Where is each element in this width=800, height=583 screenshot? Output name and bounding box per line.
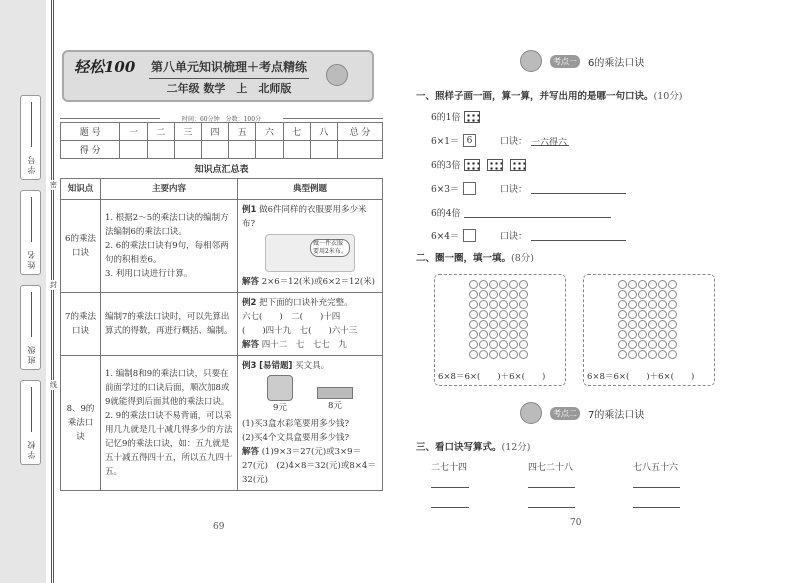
table-row bbox=[61, 356, 383, 491]
circle-icon bbox=[648, 300, 657, 309]
field-label: 学校 bbox=[27, 440, 36, 459]
question-line: (2)买4个文具盒要用多少钱? bbox=[242, 433, 350, 443]
circle-icon bbox=[469, 290, 478, 299]
circle-icon bbox=[618, 320, 627, 329]
circle-icon bbox=[628, 320, 637, 329]
key-point-title: 6的乘法口诀 bbox=[588, 57, 645, 69]
circle-icon bbox=[658, 340, 667, 349]
circle-icon bbox=[658, 330, 667, 339]
content-line: 3. 利用口诀进行计算。 bbox=[105, 269, 193, 279]
exam-meta: 时间：60分钟 分数：100分 bbox=[60, 114, 383, 123]
circle-icon bbox=[618, 310, 627, 319]
example-text: 把下面的口诀补充完整。 bbox=[259, 298, 353, 308]
circle-icon bbox=[638, 350, 647, 359]
score-cell[interactable] bbox=[283, 141, 310, 159]
q1-line bbox=[431, 206, 611, 219]
seal-line bbox=[51, 0, 52, 583]
koujue-input[interactable] bbox=[531, 183, 626, 194]
circle-icon bbox=[509, 280, 518, 289]
circle-icon bbox=[628, 300, 637, 309]
content-cell bbox=[101, 356, 238, 491]
equation-input[interactable] bbox=[528, 497, 575, 508]
example-tag: [易错题] bbox=[259, 361, 293, 371]
circle-icon bbox=[469, 300, 478, 309]
q1-line bbox=[431, 229, 626, 242]
circle-icon bbox=[509, 330, 518, 339]
key-point-tag: 考点二 bbox=[550, 407, 580, 420]
equation-input[interactable] bbox=[633, 497, 680, 508]
circle-icon bbox=[509, 340, 518, 349]
key-point-tag: 考点一 bbox=[550, 55, 580, 68]
circle-icon bbox=[628, 310, 637, 319]
field-label: 姓名 bbox=[27, 250, 36, 269]
circle-icon bbox=[489, 330, 498, 339]
question-text: 一、照样子画一画，算一算，并写出用的是哪一句口诀。 bbox=[416, 91, 654, 102]
question-text: 三、看口诀写算式。 bbox=[416, 442, 502, 453]
topic-cell: 6的乘法口诀 bbox=[61, 200, 101, 293]
content-line: 2. 6的乘法口诀有9句，每相邻两句的积相差6。 bbox=[105, 241, 229, 265]
pencil-case-icon bbox=[317, 387, 353, 399]
field-label: 班级 bbox=[27, 345, 36, 364]
header-cell: 五 bbox=[229, 123, 256, 141]
topic-cell: 8、9的乘法口诀 bbox=[61, 356, 101, 491]
circle-icon bbox=[489, 280, 498, 289]
circle-icon bbox=[638, 320, 647, 329]
circle-icon bbox=[648, 330, 657, 339]
header-cell: 七 bbox=[283, 123, 310, 141]
circle-icon bbox=[489, 340, 498, 349]
answer-text: 四十二 七 七七 九 bbox=[261, 340, 347, 350]
circle-icon bbox=[648, 310, 657, 319]
answer-box: 6 bbox=[463, 134, 476, 147]
score-cell[interactable] bbox=[256, 141, 283, 159]
circle-icon bbox=[648, 290, 657, 299]
label: 6×4＝ bbox=[431, 232, 459, 242]
score-cell[interactable] bbox=[229, 141, 256, 159]
question-3-title bbox=[416, 439, 531, 453]
example-label: 例1 bbox=[242, 205, 257, 215]
circle-icon bbox=[519, 320, 528, 329]
seal-char: 封 bbox=[50, 281, 57, 289]
label: 6×1＝ bbox=[431, 137, 459, 147]
equation-input[interactable] bbox=[431, 477, 469, 488]
table-row bbox=[61, 293, 383, 356]
content-line: 1. 根据2～5的乘法口诀的编制方法编制6的乘法口诀。 bbox=[105, 213, 229, 237]
circle-icon bbox=[519, 300, 528, 309]
seal-char: 线 bbox=[50, 381, 57, 389]
answer-text: (1)9×3＝27(元)或3×9＝27(元) (2)4×8＝32(元)或8×4＝32(元) bbox=[242, 447, 376, 485]
mascot-icon bbox=[520, 50, 542, 72]
brand-logo: 轻松100 bbox=[74, 58, 136, 76]
circle-icon bbox=[479, 330, 488, 339]
question-score: (12分) bbox=[501, 442, 531, 453]
paint-box-icon bbox=[267, 375, 293, 401]
header-cell: 四 bbox=[201, 123, 228, 141]
example-text: 做6件同样的衣服要用多少米布? bbox=[242, 205, 367, 229]
circle-icon bbox=[648, 350, 657, 359]
circle-icon bbox=[668, 290, 677, 299]
page-number: 69 bbox=[213, 522, 225, 532]
circle-icon bbox=[628, 280, 637, 289]
circle-icon bbox=[668, 300, 677, 309]
circle-icon bbox=[618, 350, 627, 359]
circle-icon bbox=[519, 330, 528, 339]
class-field[interactable] bbox=[20, 285, 41, 370]
content-cell: 编制7的乘法口诀时，可以先算出算式的得数，再进行概括、编制。 bbox=[101, 293, 238, 356]
circle-icon bbox=[469, 350, 478, 359]
circle-icon bbox=[658, 290, 667, 299]
header-cell: 八 bbox=[310, 123, 337, 141]
circle-icon bbox=[668, 310, 677, 319]
dots-group-icon bbox=[464, 111, 480, 123]
circle-icon bbox=[638, 340, 647, 349]
header-cell: 二 bbox=[147, 123, 174, 141]
circle-icon bbox=[658, 310, 667, 319]
example-text: 买文具。 bbox=[295, 361, 330, 371]
circle-icon bbox=[479, 340, 488, 349]
circle-icon bbox=[648, 340, 657, 349]
circle-icon bbox=[668, 320, 677, 329]
circle-icon bbox=[628, 340, 637, 349]
koujue-item: 二七十四 bbox=[431, 463, 468, 473]
circle-icon bbox=[658, 350, 667, 359]
circle-icon bbox=[469, 310, 478, 319]
koujue-answer: 一六得六 bbox=[531, 135, 569, 146]
answer-label: 解答 bbox=[242, 277, 260, 287]
drawing-input[interactable] bbox=[464, 207, 611, 218]
unit-title: 第八单元知识梳理＋考点精练 bbox=[149, 58, 309, 79]
table-row bbox=[61, 200, 383, 293]
example-line: ( )四十九 七( )六十三 bbox=[242, 326, 358, 336]
speech-bubble: 做一件衣服要用2米布。 bbox=[310, 239, 350, 257]
label: 口诀： bbox=[500, 232, 528, 242]
price-label: 8元 bbox=[328, 401, 342, 411]
circle-icon bbox=[479, 310, 488, 319]
circle-icon bbox=[648, 320, 657, 329]
key-point-title: 7的乘法口诀 bbox=[588, 409, 645, 421]
question-score: (10分) bbox=[653, 91, 683, 102]
dots-group-icon bbox=[464, 159, 480, 171]
key-point-header bbox=[520, 50, 644, 72]
grade-subtitle: 二年级 数学 上 北师版 bbox=[166, 82, 292, 95]
label: 6×3＝ bbox=[431, 185, 459, 195]
circle-icon bbox=[489, 290, 498, 299]
circle-icon bbox=[618, 340, 627, 349]
circle-icon bbox=[618, 300, 627, 309]
label: 口诀： bbox=[500, 137, 528, 147]
seal-char: 密 bbox=[50, 181, 57, 189]
q1-line bbox=[431, 134, 569, 147]
label: 口诀： bbox=[500, 185, 528, 195]
equation: 6×8＝6×( )＋6×( ) bbox=[438, 372, 546, 382]
circle-icon bbox=[618, 290, 627, 299]
circle-icon bbox=[658, 280, 667, 289]
topic-cell: 7的乘法口诀 bbox=[61, 293, 101, 356]
score-table bbox=[60, 122, 383, 159]
circle-box[interactable] bbox=[434, 274, 566, 386]
seal-line bbox=[53, 0, 54, 583]
circle-icon bbox=[618, 330, 627, 339]
header-cell: 知识点 bbox=[61, 179, 101, 200]
circle-icon bbox=[479, 320, 488, 329]
header-cell: 题 号 bbox=[61, 123, 120, 141]
label: 6的1倍 bbox=[431, 113, 461, 123]
equation: 6×8＝6×( )＋6×( ) bbox=[587, 372, 695, 382]
answer-label: 解答 bbox=[242, 340, 260, 350]
circle-icon bbox=[628, 330, 637, 339]
circle-icon bbox=[499, 280, 508, 289]
dots-group-icon bbox=[510, 159, 526, 171]
koujue-item: 七八五十六 bbox=[633, 463, 679, 473]
circle-icon bbox=[509, 300, 518, 309]
circle-icon bbox=[509, 290, 518, 299]
q1-line bbox=[431, 182, 626, 195]
equation-input[interactable] bbox=[431, 497, 469, 508]
school-field[interactable] bbox=[20, 380, 41, 465]
q1-line bbox=[431, 110, 483, 123]
circle-icon bbox=[638, 310, 647, 319]
question-line: (1)买3盒水彩笔要用多少钱? bbox=[242, 419, 350, 429]
example-label: 例3 bbox=[242, 361, 257, 371]
example-label: 例2 bbox=[242, 298, 257, 308]
header-cell: 总 分 bbox=[338, 123, 383, 141]
example-line: 六七( ) 二( )十四 bbox=[242, 312, 341, 322]
circle-icon bbox=[499, 290, 508, 299]
circle-icon bbox=[668, 350, 677, 359]
circle-icon bbox=[519, 350, 528, 359]
circle-icon bbox=[509, 350, 518, 359]
circle-icon bbox=[668, 330, 677, 339]
circle-icon bbox=[509, 320, 518, 329]
score-cell[interactable] bbox=[120, 141, 147, 159]
score-cell[interactable] bbox=[147, 141, 174, 159]
equation-input[interactable] bbox=[528, 477, 575, 488]
circle-icon bbox=[668, 280, 677, 289]
circle-icon bbox=[479, 290, 488, 299]
circle-icon bbox=[638, 290, 647, 299]
page-number: 70 bbox=[570, 518, 582, 528]
header-cell: 六 bbox=[256, 123, 283, 141]
circle-icon bbox=[638, 330, 647, 339]
circle-icon bbox=[469, 330, 478, 339]
girl-illustration-icon bbox=[265, 234, 355, 272]
header-cell: 主要内容 bbox=[101, 179, 238, 200]
mascot-icon bbox=[520, 402, 542, 424]
boy-illustration-icon bbox=[326, 64, 348, 86]
circle-icon bbox=[519, 280, 528, 289]
circle-icon bbox=[479, 280, 488, 289]
circle-icon bbox=[628, 350, 637, 359]
circle-icon bbox=[469, 340, 478, 349]
header-cell: 一 bbox=[120, 123, 147, 141]
row-label: 得 分 bbox=[61, 141, 120, 159]
content-cell bbox=[101, 200, 238, 293]
circle-icon bbox=[489, 350, 498, 359]
koujue-item: 四七二十八 bbox=[528, 463, 574, 473]
circle-icon bbox=[618, 280, 627, 289]
circle-icon bbox=[479, 300, 488, 309]
circle-icon bbox=[469, 280, 478, 289]
question-2-title bbox=[416, 250, 534, 264]
q1-line bbox=[431, 158, 529, 171]
header-banner bbox=[62, 50, 374, 102]
example-cell bbox=[238, 356, 383, 491]
question-text: 二、圈一圈，填一填。 bbox=[416, 253, 512, 264]
name-field[interactable] bbox=[20, 190, 41, 275]
score-cell[interactable] bbox=[338, 141, 383, 159]
example-cell bbox=[238, 293, 383, 356]
content-line: 1. 编制8和9的乘法口诀，只要在前面学过的口诀后面，顺次加8或9就能得到后面其他的乘法口诀。 bbox=[105, 369, 230, 407]
circle-icon bbox=[519, 340, 528, 349]
circle-icon bbox=[658, 300, 667, 309]
circle-icon bbox=[519, 290, 528, 299]
student-id-field[interactable] bbox=[20, 95, 41, 180]
label: 6的4倍 bbox=[431, 209, 461, 219]
circle-icon bbox=[628, 290, 637, 299]
score-cell[interactable] bbox=[174, 141, 201, 159]
circle-icon bbox=[489, 300, 498, 309]
content-line: 2. 9的乘法口诀不易背诵，可以采用几九就是几十减几得多少的方法记忆9的乘法口诀，如：五九就是五十减五得四十五，所以五九四十五。 bbox=[105, 411, 233, 477]
question-score: (8分) bbox=[511, 253, 534, 264]
circle-icon bbox=[479, 350, 488, 359]
dots-group-icon bbox=[487, 159, 503, 171]
key-point-header bbox=[520, 402, 644, 424]
circle-icon bbox=[489, 310, 498, 319]
answer-label: 解答 bbox=[242, 447, 260, 457]
label: 6的3倍 bbox=[431, 161, 461, 171]
price-label: 9元 bbox=[273, 403, 287, 413]
example-cell bbox=[238, 200, 383, 293]
score-cell[interactable] bbox=[310, 141, 337, 159]
circle-icon bbox=[648, 280, 657, 289]
koujue-input[interactable] bbox=[531, 230, 626, 241]
header-cell: 三 bbox=[174, 123, 201, 141]
summary-title: 知识点汇总表 bbox=[194, 165, 249, 175]
circle-icon bbox=[499, 310, 508, 319]
circle-icon bbox=[499, 300, 508, 309]
answer-text: 2×6＝12(米)或6×2＝12(米) bbox=[261, 277, 375, 287]
circle-icon bbox=[499, 340, 508, 349]
answer-box[interactable] bbox=[463, 229, 476, 242]
circle-icon bbox=[638, 300, 647, 309]
summary-table bbox=[60, 178, 383, 491]
circle-icon bbox=[638, 280, 647, 289]
circle-icon bbox=[499, 350, 508, 359]
circle-icon bbox=[489, 320, 498, 329]
answer-box[interactable] bbox=[463, 182, 476, 195]
circle-icon bbox=[519, 310, 528, 319]
circle-icon bbox=[658, 320, 667, 329]
circle-box[interactable] bbox=[583, 274, 715, 386]
score-cell[interactable] bbox=[201, 141, 228, 159]
circle-icon bbox=[668, 340, 677, 349]
equation-input[interactable] bbox=[633, 477, 680, 488]
circle-icon bbox=[509, 310, 518, 319]
field-label: 学号 bbox=[27, 155, 36, 174]
question-1-title bbox=[416, 88, 683, 102]
header-cell: 典型例题 bbox=[238, 179, 383, 200]
circle-icon bbox=[499, 330, 508, 339]
circle-icon bbox=[499, 320, 508, 329]
circle-icon bbox=[469, 320, 478, 329]
